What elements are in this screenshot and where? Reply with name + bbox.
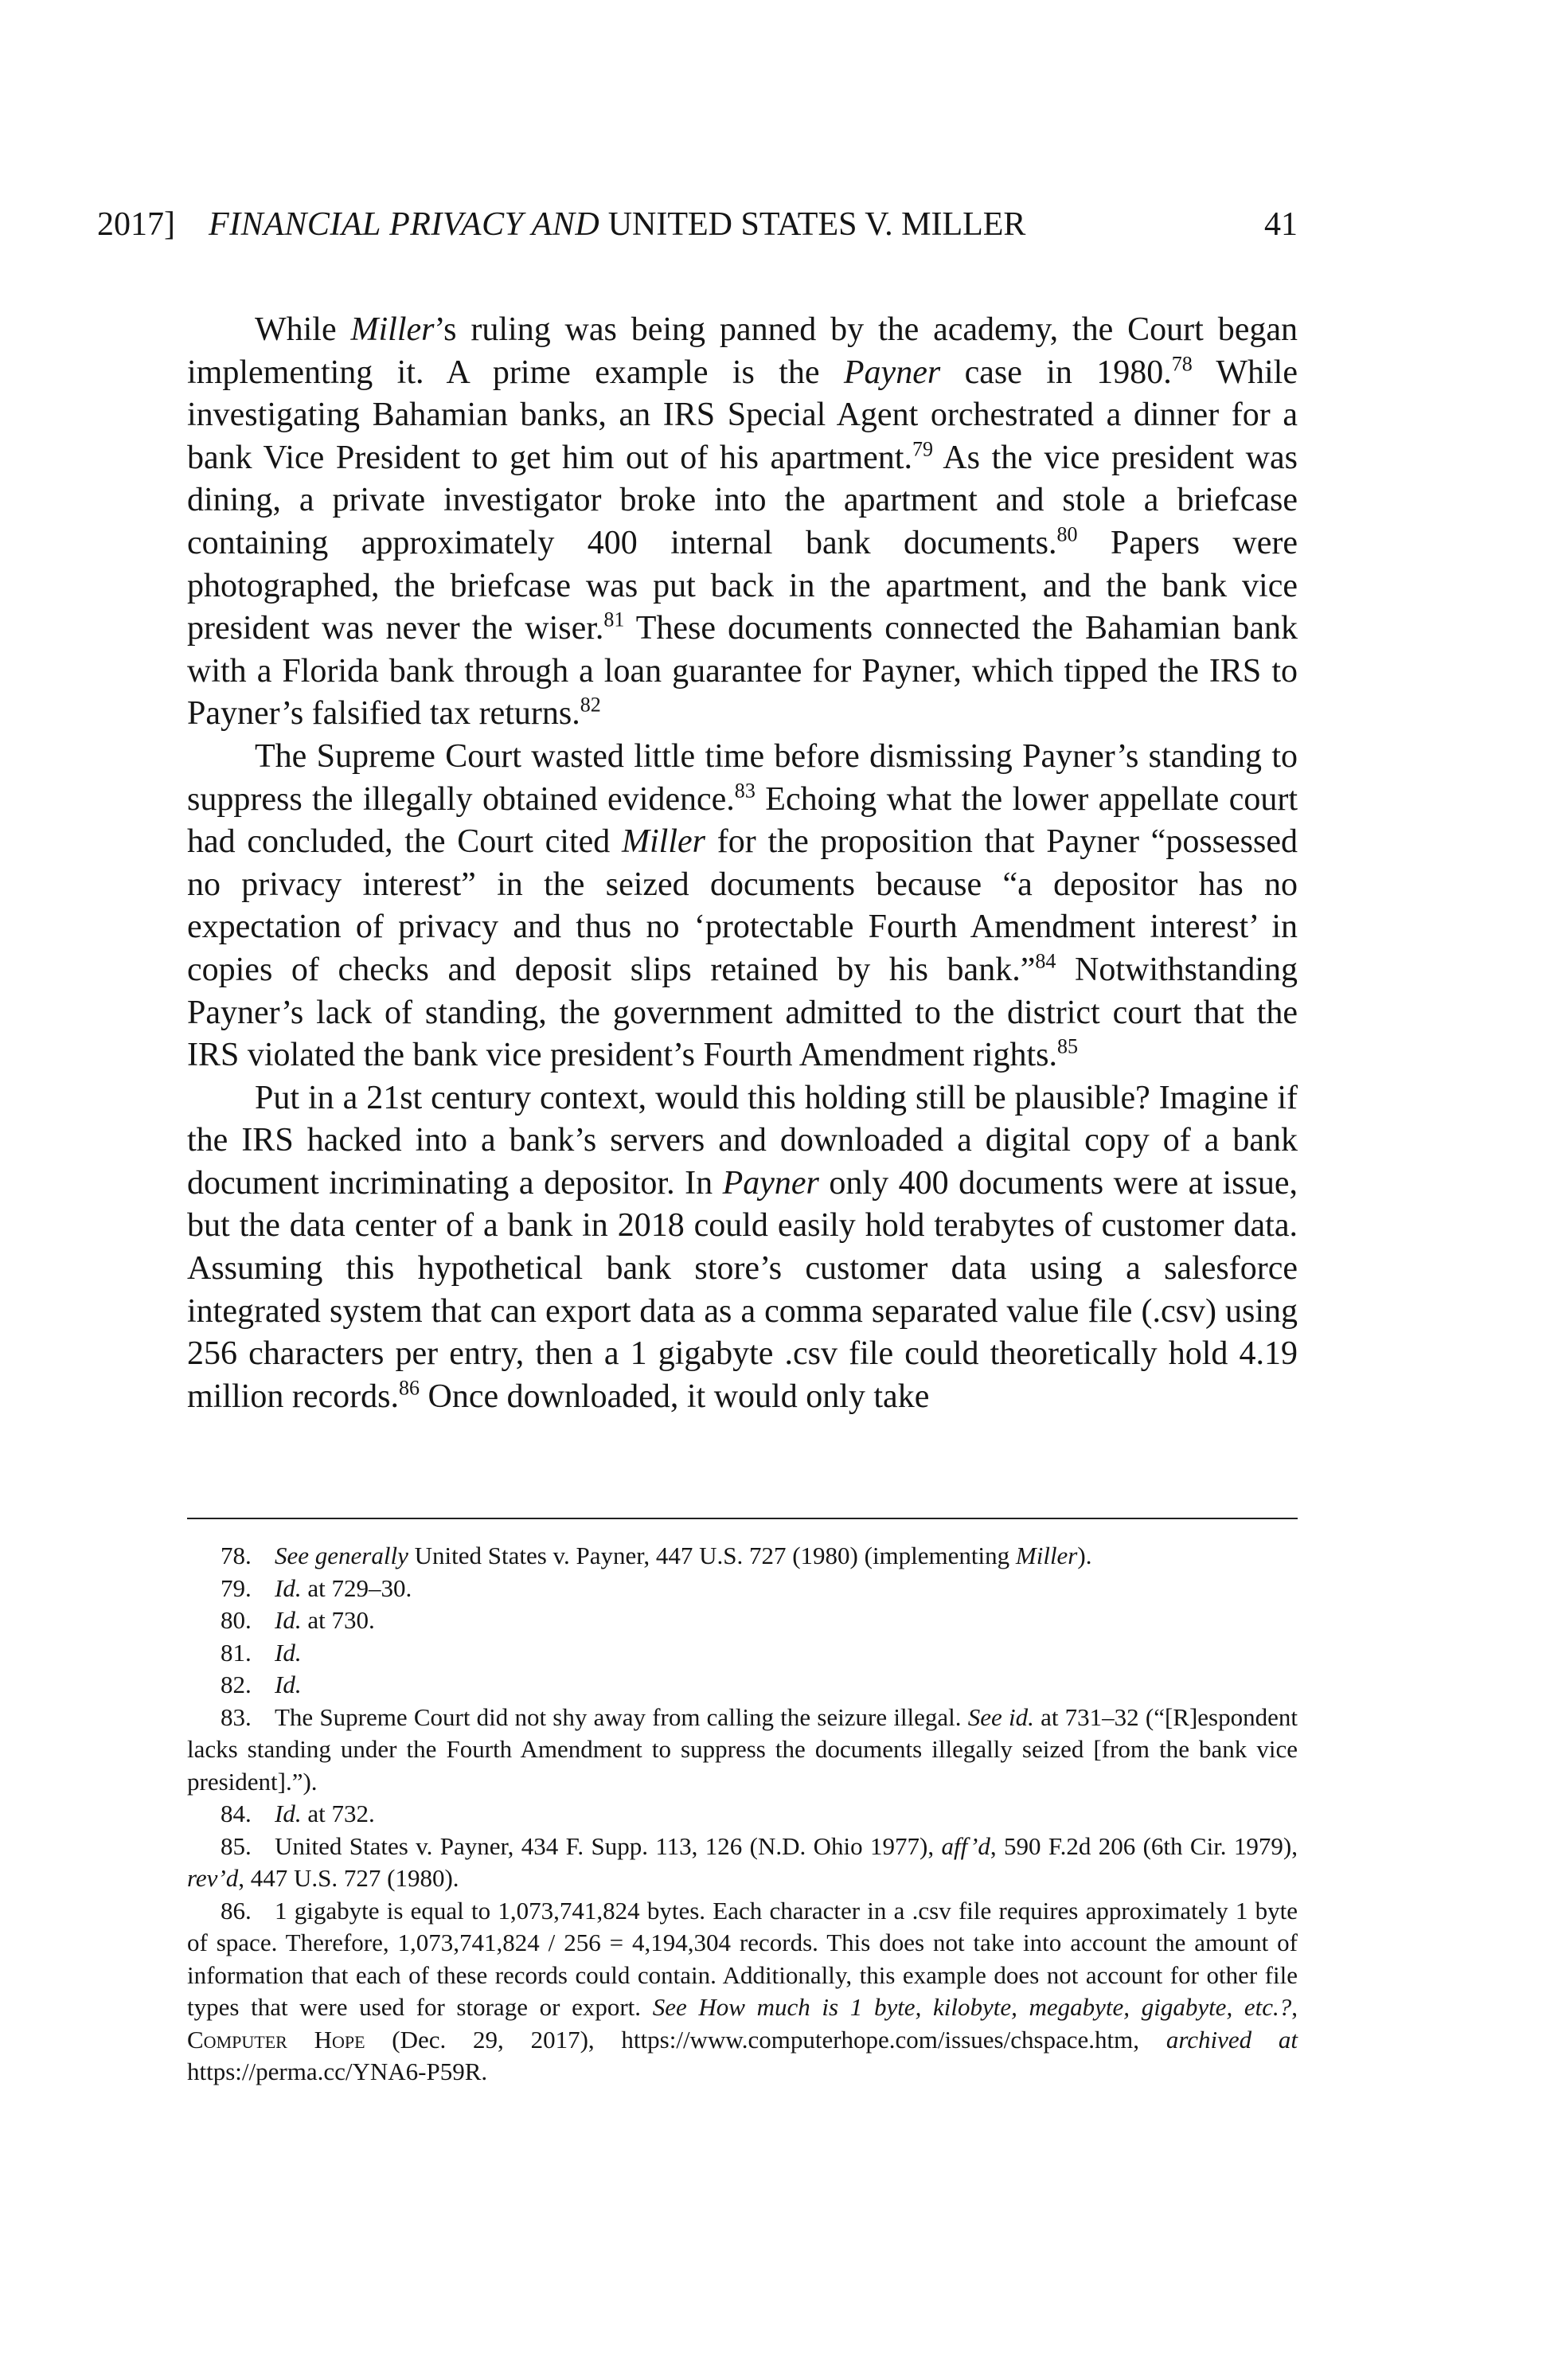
case-name: Miller: [622, 823, 706, 861]
text-run: ,: [1291, 1993, 1298, 2021]
footnote-84: [187, 1798, 1298, 1831]
footnote-ref-86[interactable]: 86: [398, 1376, 420, 1400]
footnote-number: 80.: [221, 1606, 252, 1634]
footnote-ref-78[interactable]: 78: [1171, 351, 1193, 375]
text-run: The Supreme Court wasted little time before dismissing Payner’s standing to suppress the illegally obtained evidence.: [187, 737, 1298, 818]
text-run: (Dec. 29, 2017), https://www.computerhope.com/issues/chspace.htm,: [365, 2025, 1166, 2054]
footnote-number: 86.: [221, 1896, 252, 1925]
case-name: Miller: [350, 311, 435, 348]
footnote-ref-84[interactable]: 84: [1035, 949, 1056, 973]
footnote-number: 82.: [221, 1671, 252, 1698]
case-name: Payner: [722, 1164, 819, 1202]
footnote-ref-82[interactable]: 82: [580, 693, 601, 717]
text-run: While investigating Bahamian banks, an IRS Special Agent orchestrated a dinner for a bank Vice President to get him out of his apartment.: [187, 354, 1298, 476]
text-run: Echoing what the lower appellate court had concluded, the Court cited: [187, 780, 1298, 861]
signal: See id.: [967, 1702, 1034, 1731]
header-year: 2017]: [97, 206, 175, 243]
publisher: Computer Hope: [187, 2025, 365, 2054]
footnote-ref-79[interactable]: 79: [912, 437, 933, 461]
footnote-86: [187, 1895, 1298, 2089]
text-run: ’s ruling was being panned by the academy, the Court began implementing it. A prime example is the: [187, 311, 1298, 391]
footnote-78: [187, 1540, 1298, 1573]
footnote-number: 81.: [221, 1638, 252, 1667]
body-text: [187, 309, 1298, 1418]
footnote-79: [187, 1573, 1298, 1605]
footnote-number: 83.: [221, 1702, 252, 1731]
paragraph-2: [187, 736, 1298, 1077]
footnote-83: [187, 1702, 1298, 1799]
text-run: While: [255, 311, 351, 348]
text-run: https://perma.cc/YNA6-P59R.: [187, 2058, 488, 2085]
page-number: 41: [1264, 206, 1298, 243]
text-run: These documents connected the Bahamian bank with a Florida bank through a loan guarantee for Payner, which tipped the IRS to Payner’s falsified tax returns.: [187, 610, 1298, 733]
signal: aff’d: [941, 1831, 990, 1860]
footnote-divider: [187, 1518, 1298, 1519]
source-title: See How much is 1 byte, kilobyte, megabyte, gigabyte, etc.?: [652, 1993, 1292, 2021]
text-run: at 731–32 (“[R]espondent lacks standing under the Fourth Amendment to suppress the documents illegally seized [from the bank vice president].”).: [187, 1702, 1298, 1796]
text-run: Notwithstanding Payner’s lack of standing, the government admitted to the district court that the IRS violated the bank vice president’s Fourth Amendment rights.: [187, 951, 1298, 1074]
text-run: United States v. Payner, 434 F. Supp. 113, 126 (N.D. Ohio 1977),: [275, 1831, 942, 1860]
text-run: The Supreme Court did not shy away from calling the seizure illegal.: [275, 1702, 968, 1731]
text-run: ).: [1077, 1542, 1092, 1569]
text-run: , 447 U.S. 727 (1980).: [238, 1864, 459, 1892]
signal: Id.: [275, 1606, 302, 1634]
text-run: at 732.: [301, 1800, 375, 1827]
text-run: , 590 F.2d 206 (6th Cir. 1979),: [990, 1831, 1298, 1860]
running-header: [97, 201, 1298, 248]
text-run: 1 gigabyte is equal to 1,073,741,824 bytes. Each character in a .csv file requires approximately 1 byte of space. Therefore, 1,073,741,824 / 256 = 4,194,304 records. This does not take into account the amount of information that each of these records could contain. Additionally, this example does not account for other file types that were used for storage or export.: [187, 1896, 1298, 2021]
footnote-number: 85.: [221, 1831, 252, 1860]
text-run: at 729–30.: [301, 1573, 412, 1602]
header-left: [97, 201, 1025, 248]
text-run: Once downloaded, it would only take: [419, 1378, 930, 1415]
signal: archived at: [1166, 2025, 1298, 2054]
footnote-ref-83[interactable]: 83: [734, 778, 756, 802]
signal: Id.: [275, 1573, 302, 1602]
case-name: Miller: [1015, 1542, 1078, 1569]
footnotes: [187, 1540, 1298, 2089]
case-name: Payner: [843, 354, 941, 391]
paragraph-1: [187, 309, 1298, 736]
text-run: only 400 documents were at issue, but the data center of a bank in 2018 could easily hold terabytes of customer data. Assuming this hypothetical bank store’s customer data using a salesforce integrated system that can export data as a comma separated value file (.csv) using 256 characters per entry, then a 1 gigabyte .csv file could theoretically hold 4.19 million records.: [187, 1164, 1298, 1415]
footnote-ref-81[interactable]: 81: [603, 608, 625, 631]
text-run: for the proposition that Payner “possessed no privacy interest” in the seized documents because “a depositor has no expectation of privacy and thus no ‘protectable Fourth Amendment interest’ in copies of checks and deposit slips retained by his bank.”: [187, 823, 1298, 988]
footnote-81: [187, 1637, 1298, 1670]
signal: Id.: [275, 1638, 302, 1667]
text-run: Papers were photographed, the briefcase was put back in the apartment, and the bank vice president was never the wiser.: [187, 524, 1298, 647]
text-run: at 730.: [301, 1606, 375, 1634]
signal: rev’d: [187, 1864, 239, 1892]
footnote-number: 84.: [221, 1800, 252, 1827]
signal: Id.: [275, 1800, 302, 1827]
text-run: United States v. Payner, 447 U.S. 727 (1980) (implementing: [408, 1542, 1016, 1569]
text-run: Put in a 21st century context, would this holding still be plausible? Imagine if the IRS hacked into a bank’s servers and downloaded a digital copy of a bank document incriminating a depositor. In: [187, 1079, 1298, 1202]
footnote-ref-85[interactable]: 85: [1057, 1034, 1079, 1058]
signal: Id.: [275, 1671, 302, 1698]
text-run: case in 1980.: [940, 354, 1172, 391]
header-title-rest: UNITED STATES V. MILLER: [607, 206, 1026, 243]
paragraph-3: [187, 1077, 1298, 1419]
signal: See generally: [275, 1542, 408, 1569]
footnote-85: [187, 1831, 1298, 1895]
footnote-number: 79.: [221, 1573, 252, 1602]
footnote-82: [187, 1669, 1298, 1702]
header-title-italic: FINANCIAL PRIVACY AND: [209, 206, 600, 243]
footnote-80: [187, 1604, 1298, 1637]
text-run: As the vice president was dining, a private investigator broke into the apartment and stole a briefcase containing approximately 400 internal bank documents.: [187, 439, 1298, 561]
footnote-number: 78.: [221, 1542, 252, 1569]
footnote-ref-80[interactable]: 80: [1056, 522, 1078, 546]
